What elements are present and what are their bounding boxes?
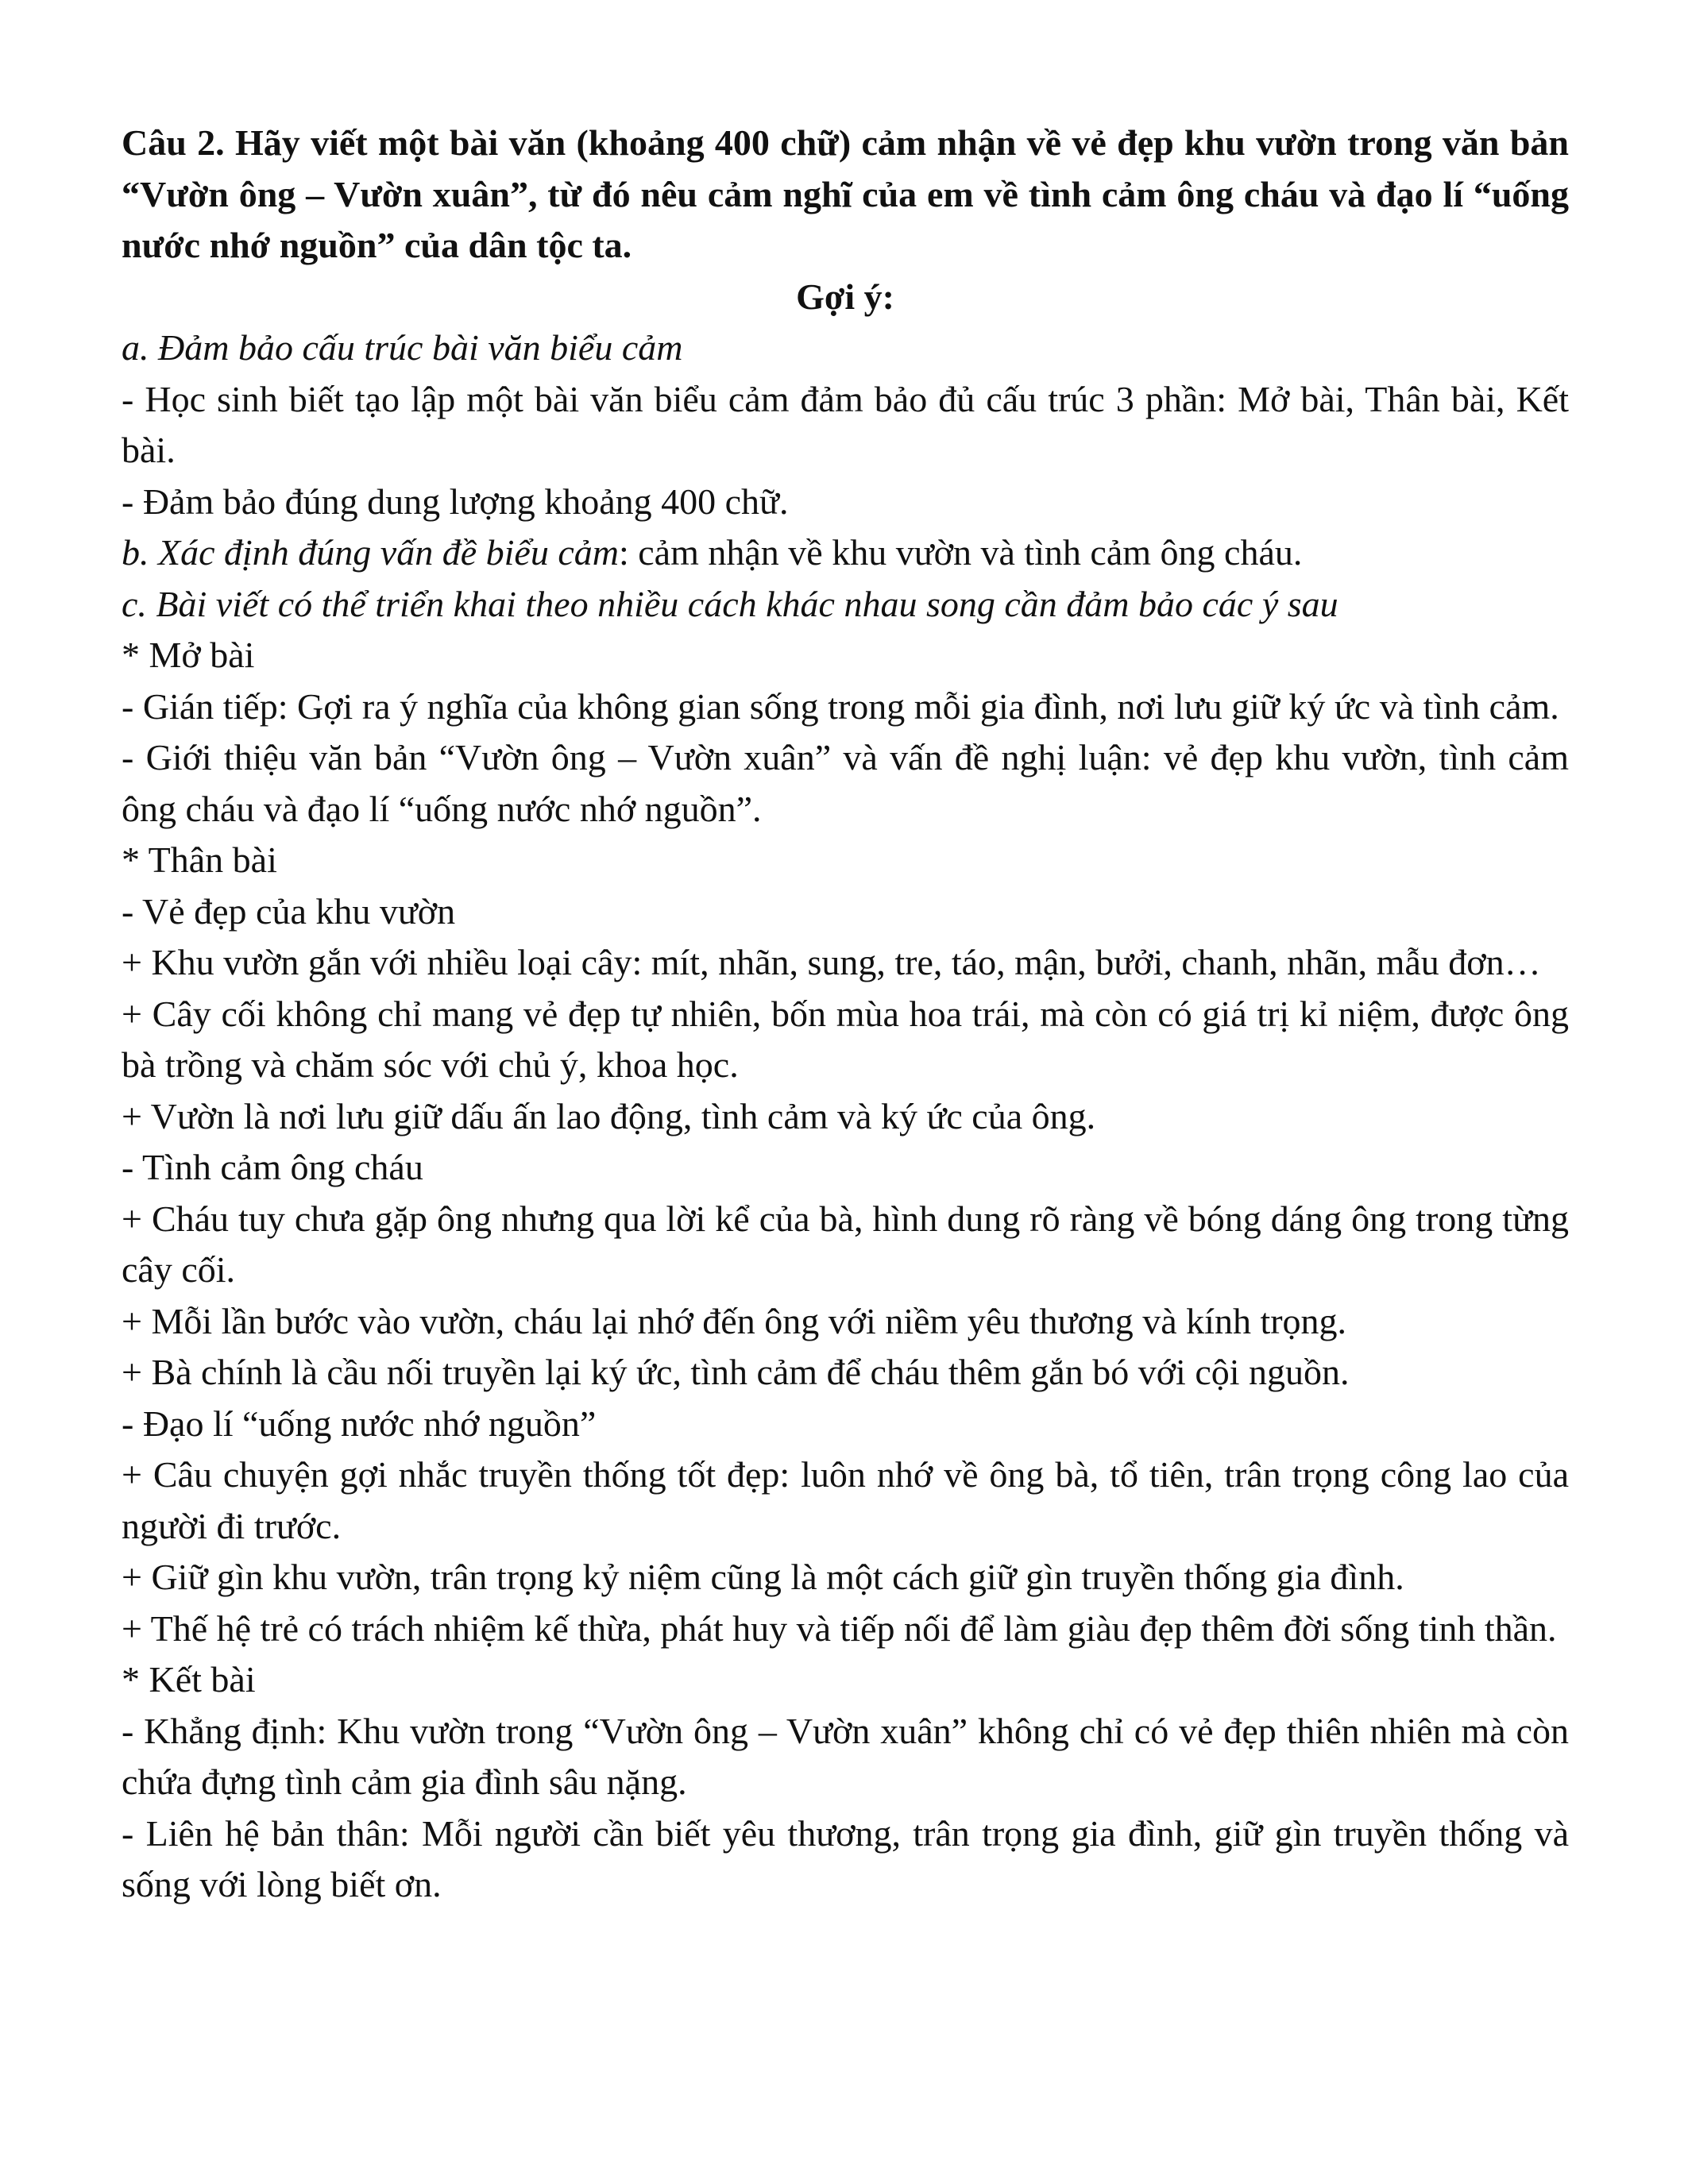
than-bai-line-12: + Thế hệ trẻ có trách nhiệm kế thừa, phát huy và tiếp nối để làm giàu đẹp thêm đời sống tinh thần.: [122, 1607, 1557, 1649]
part-a-title: a. Đảm bảo cấu trúc bài văn biểu cảm: [122, 327, 683, 368]
than-bai-line-11: + Giữ gìn khu vườn, trân trọng kỷ niệm cũng là một cách giữ gìn truyền thống gia đình.: [122, 1557, 1404, 1597]
part-a-line-1: - Học sinh biết tạo lập một bài văn biểu cảm đảm bảo đủ cấu trúc 3 phần: Mở bài, Thân bài, Kết bài.: [122, 378, 1569, 470]
than-bai-line-8: + Bà chính là cầu nối truyền lại ký ức, tình cảm để cháu thêm gắn bó với cội nguồn.: [122, 1352, 1350, 1392]
part-a-line-2: - Đảm bảo đúng dung lượng khoảng 400 chữ.: [122, 480, 789, 522]
than-bai-line-10: + Câu chuyện gợi nhắc truyền thống tốt đẹp: luôn nhớ về ông bà, tổ tiên, trân trọng công lao của người đi trước.: [122, 1454, 1569, 1546]
mo-bai-line-1: - Gián tiếp: Gợi ra ý nghĩa của không gian sống trong mỗi gia đình, nơi lưu giữ ký ức và tình cảm.: [122, 685, 1559, 727]
ket-bai-title: * Kết bài: [122, 1659, 256, 1700]
part-b-text: : cảm nhận về khu vườn và tình cảm ông cháu.: [618, 532, 1303, 573]
than-bai-line-6: + Cháu tuy chưa gặp ông nhưng qua lời kể của bà, hình dung rõ ràng về bóng dáng ông trong từng cây cối.: [122, 1198, 1569, 1290]
than-bai-line-4: + Vườn là nơi lưu giữ dấu ấn lao động, tình cảm và ký ức của ông.: [122, 1095, 1096, 1136]
than-bai-line-2: + Khu vườn gắn với nhiều loại cây: mít, nhãn, sung, tre, táo, mận, bưởi, chanh, nhãn, mẫu đơn…: [122, 942, 1541, 982]
than-bai-line-7: + Mỗi lần bước vào vườn, cháu lại nhớ đến ông với niềm yêu thương và kính trọng.: [122, 1300, 1347, 1341]
question-text: Câu 2. Hãy viết một bài văn (khoảng 400 chữ) cảm nhận về vẻ đẹp khu vườn trong văn bản “Vườn ông – Vườn xuân”, từ đó nêu cảm nghĩ của em về tình cảm ông cháu và đạo lí “uống nước nhớ nguồn” của dân tộc ta.: [122, 122, 1569, 265]
mo-bai-title: * Mở bài: [122, 635, 255, 675]
ket-bai-line-1: - Khẳng định: Khu vườn trong “Vườn ông – Vườn xuân” không chỉ có vẻ đẹp thiên nhiên mà còn chứa đựng tình cảm gia đình sâu nặng.: [122, 1710, 1569, 1802]
part-b-title: b. Xác định đúng vấn đề biểu cảm: [122, 532, 619, 573]
than-bai-line-1: - Vẻ đẹp của khu vườn: [122, 890, 456, 932]
part-c-title: c. Bài viết có thể triển khai theo nhiều cách khác nhau song cần đảm bảo các ý sau: [122, 583, 1338, 624]
part-b-line: [122, 527, 1569, 579]
than-bai-line-3: + Cây cối không chỉ mang vẻ đẹp tự nhiên, bốn mùa hoa trái, mà còn có giá trị kỉ niệm, được ông bà trồng và chăm sóc với chủ ý, khoa học.: [122, 993, 1569, 1085]
than-bai-title: * Thân bài: [122, 839, 277, 880]
mo-bai-line-2: - Giới thiệu văn bản “Vườn ông – Vườn xuân” và vấn đề nghị luận: vẻ đẹp khu vườn, tình cảm ông cháu và đạo lí “uống nước nhớ nguồn”.: [122, 737, 1569, 829]
than-bai-line-9: - Đạo lí “uống nước nhớ nguồn”: [122, 1403, 597, 1444]
than-bai-line-5: - Tình cảm ông cháu: [122, 1147, 423, 1187]
ket-bai-line-2: - Liên hệ bản thân: Mỗi người cần biết yêu thương, trân trọng gia đình, giữ gìn truyền thống và sống với lòng biết ơn.: [122, 1812, 1569, 1904]
hint-heading: Gợi ý:: [796, 276, 894, 317]
